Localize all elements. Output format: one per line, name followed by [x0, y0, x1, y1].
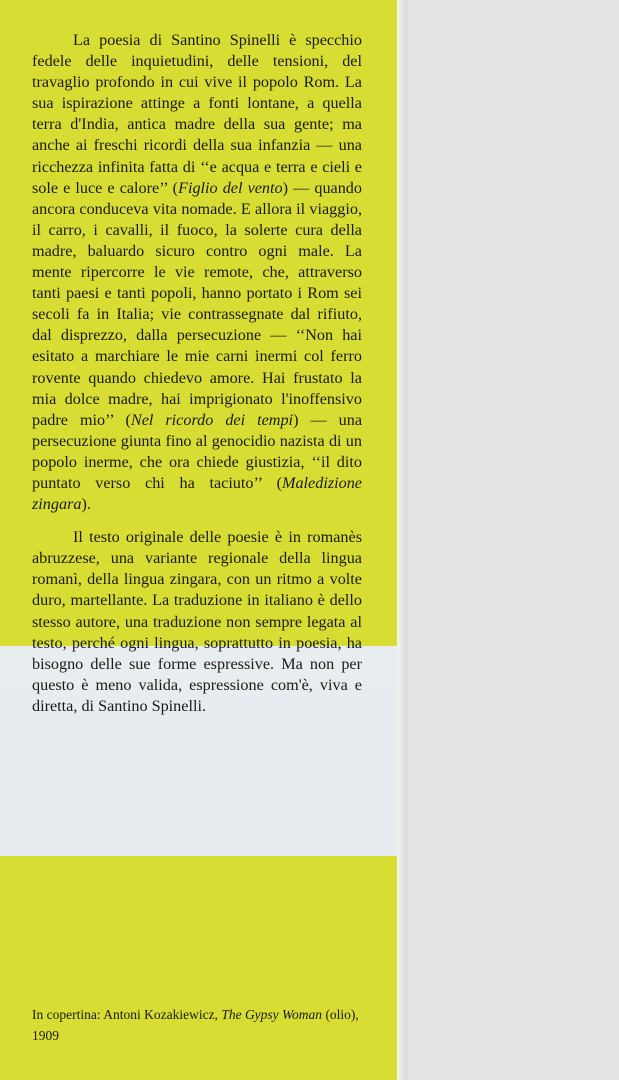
cover-caption [32, 1004, 362, 1046]
poem-title-maledizione-zingara: Maledizione zingara [32, 473, 362, 514]
yellow-band-bottom [0, 856, 405, 1080]
poem-title-nel-ricordo-dei-tempi: Nel ricordo dei tempi [130, 410, 294, 429]
paragraph-1-part-3: ) — una persecuzione giunta fino al genocidio nazista di un popolo inerme, che ora chiede giustizia, ‘‘il dito puntato verso chi ha taciuto’’ ( [32, 410, 362, 492]
adjacent-cover-panel [407, 0, 619, 1080]
paragraph-1-part-2: ) — quando ancora conduceva vita nomade. E allora il viaggio, il carro, i cavalli, il fuoco, la solerte cura della madre, baluardo sicuro contro ogni male. La mente ripercorre le vie remote, che, attraverso tanti paesi e tanti popoli, hanno portato i Rom sei secoli fa in Italia; vie contrassegnate dal rifiuto, dal disprezzo, dalla persecuzione — ‘‘Non hai esitato a marchiare le mie carni inermi col ferro rovente quando chiedevo amore. Hai frustato la mia dolce madre, hai imprigionato l'inoffensivo padre mio’’ ( [32, 178, 362, 429]
paragraph-1-part-1: La poesia di Santino Spinelli è specchio fedele delle inquietudini, delle tensioni, del travaglio profondo in cui vive il popolo Rom. La sua ispirazione attinge a fonti lontane, a quella terra d'India, antica madre della sua gente; ma anche ai freschi ricordi della sua infanzia — una ricchezza infinita fatta di ‘‘e acqua e terra e cieli e sole e luce e calore’’ ( [32, 31, 362, 197]
book-spine-edge [397, 0, 407, 1080]
caption-prefix: In copertina: Antoni Kozakiewicz, [32, 1007, 222, 1022]
caption-artwork-title: The Gypsy Woman [221, 1007, 323, 1022]
paragraph-language-note: Il testo originale delle poesie è in romanès abruzzese, una variante regionale della lingua romanì, della lingua zingara, con un ritmo a volte duro, martellante. La traduzione in italiano è dello stesso autore, una traduzione non sempre legata al testo, perché ogni lingua, soprattutto in poesia, ha bisogno delle sue forme espressive. Ma non per questo è meno valida, espressione com'è, viva e diretta, di Santino Spinelli. [32, 528, 362, 715]
paragraph-1-part-4: ). [81, 495, 91, 514]
caption-suffix: (olio), 1909 [32, 1007, 359, 1043]
blurb-text [32, 30, 362, 717]
paragraph-poetry-intro [32, 30, 362, 515]
poem-title-figlio-del-vento: Figlio del vento [178, 178, 283, 197]
